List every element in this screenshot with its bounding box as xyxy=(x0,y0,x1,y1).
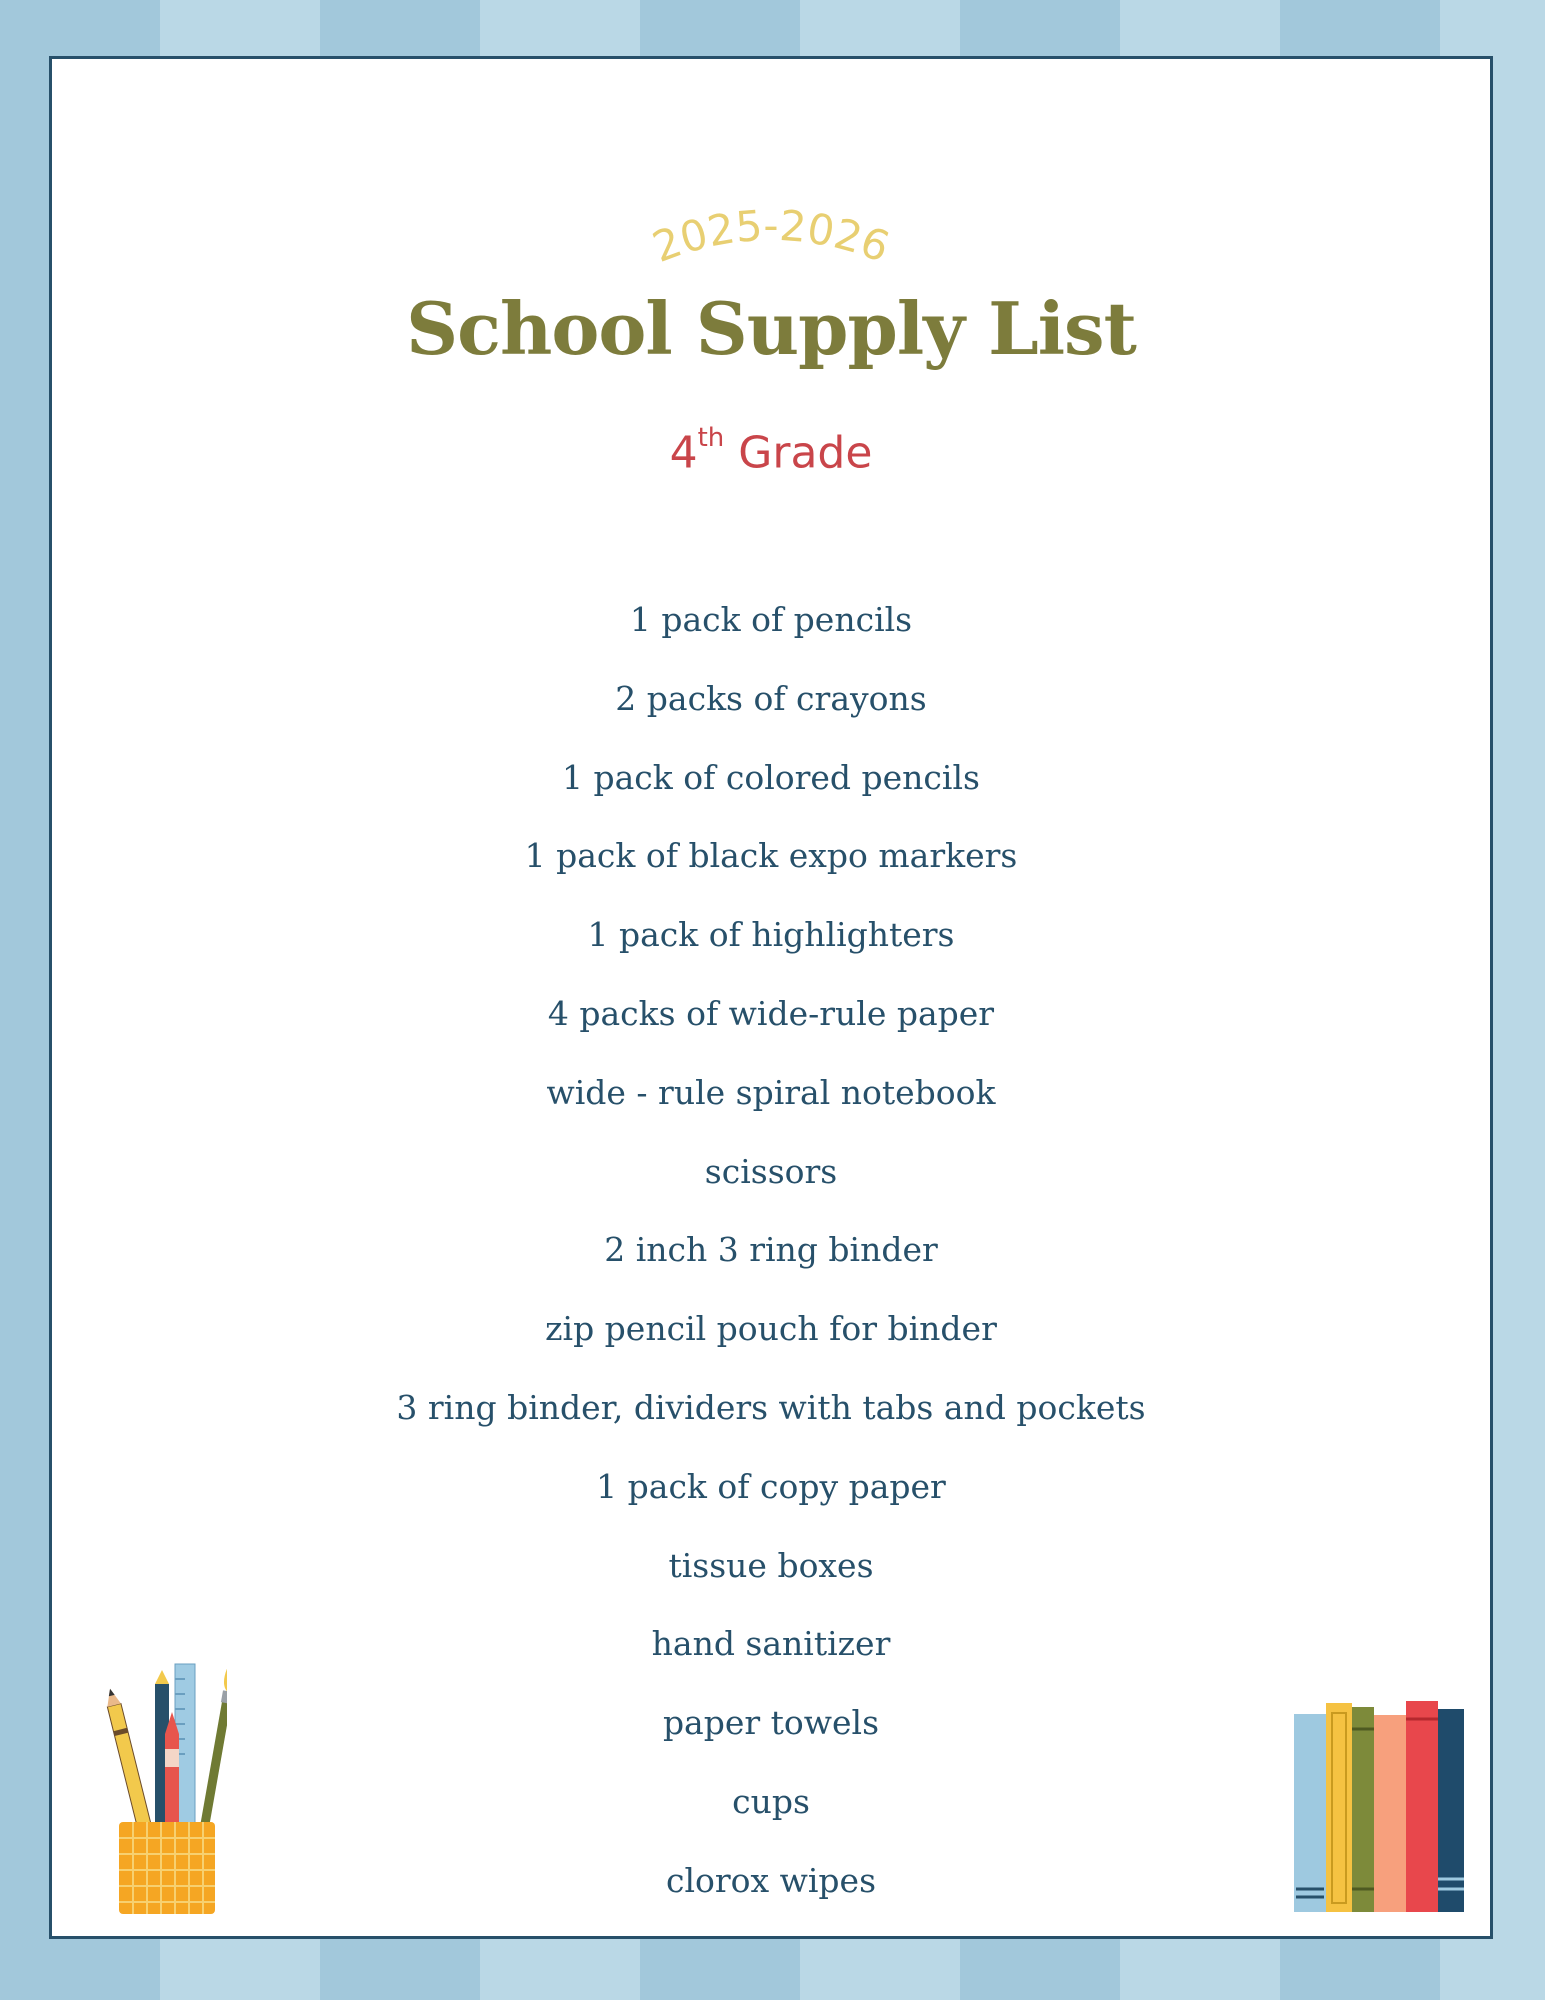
list-item: 1 pack of colored pencils xyxy=(562,757,980,797)
list-item: 1 pack of highlighters xyxy=(587,915,955,955)
year-label: 2025-2026 xyxy=(646,200,896,272)
list-item: 2 inch 3 ring binder xyxy=(604,1230,938,1270)
list-item: 2 packs of crayons xyxy=(615,678,927,718)
list-item: clorox wipes xyxy=(665,1860,877,1900)
list-item: hand sanitizer xyxy=(651,1624,891,1664)
list-item: scissors xyxy=(704,1151,838,1191)
supply-list xyxy=(52,589,1490,1929)
grade-number: 4 xyxy=(669,427,698,479)
year-heading xyxy=(52,194,1490,284)
year-arc xyxy=(591,194,951,284)
list-item: wide - rule spiral notebook xyxy=(546,1072,996,1112)
page-title: School Supply List xyxy=(406,286,1136,371)
list-item: 1 pack of pencils xyxy=(629,600,913,639)
grade-word: Grade xyxy=(738,427,873,479)
svg-text:2025-2026 xyxy=(646,201,896,272)
books-icon xyxy=(1292,1699,1467,1918)
pencil-cup-icon xyxy=(97,1644,227,1918)
list-item: paper towels xyxy=(662,1703,880,1743)
grade-suffix: th xyxy=(697,423,725,453)
list-item: 1 pack of copy paper xyxy=(596,1466,946,1506)
list-item: 4 packs of wide-rule paper xyxy=(547,993,995,1033)
list-item: tissue boxes xyxy=(668,1545,874,1585)
list-item: 1 pack of black expo markers xyxy=(524,836,1018,876)
list-item: 3 ring binder, dividers with tabs and pockets xyxy=(396,1387,1146,1427)
list-item: zip pencil pouch for binder xyxy=(545,1309,997,1349)
grade-subtitle xyxy=(52,414,1490,484)
list-item: cups xyxy=(732,1781,810,1821)
supply-list-page xyxy=(49,56,1493,1939)
